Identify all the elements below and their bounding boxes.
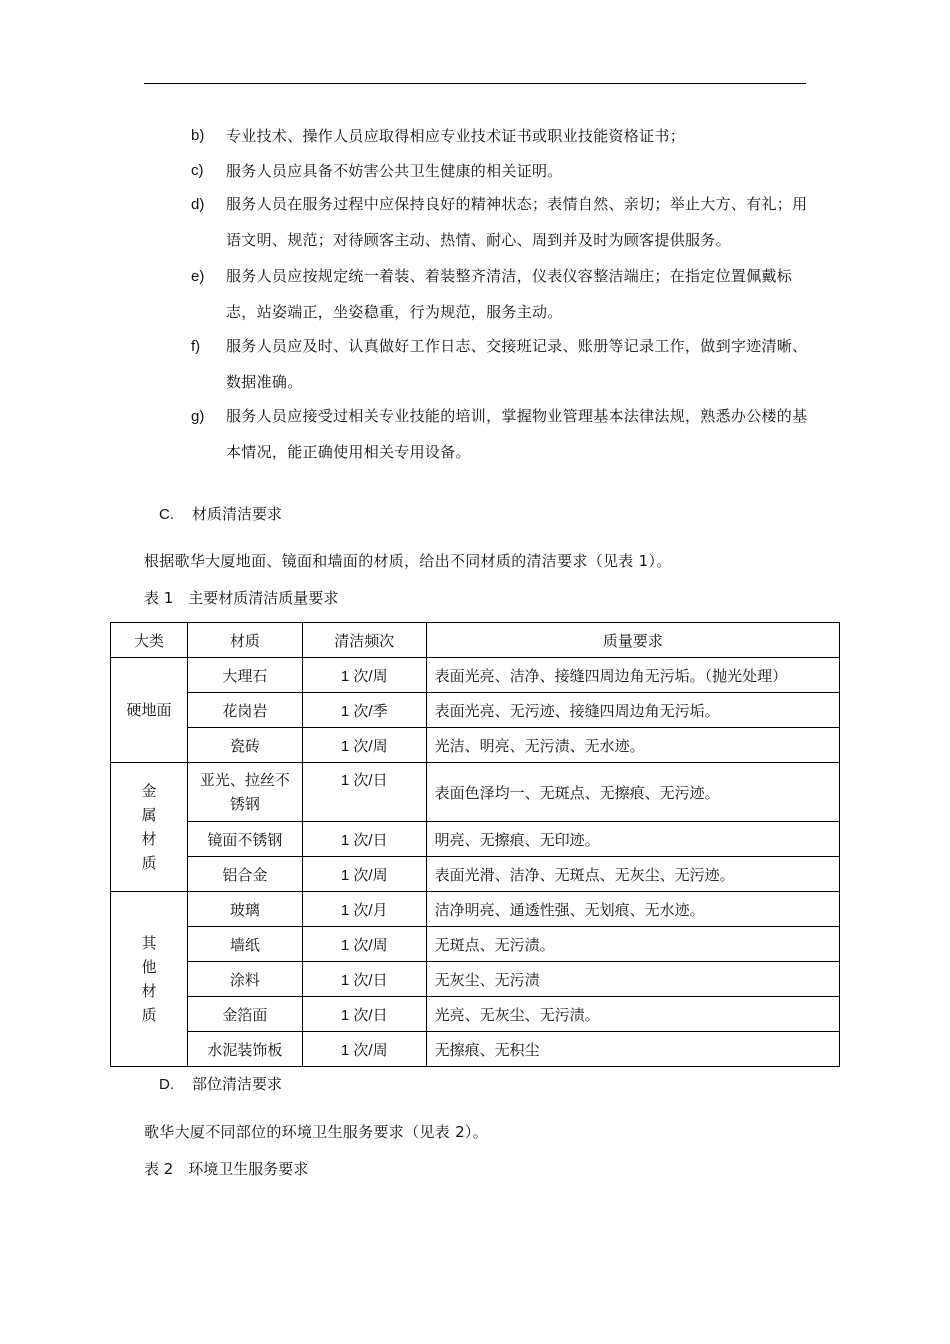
table-row <box>111 822 840 857</box>
category-cell: 其他材质 <box>111 892 188 1067</box>
table-row <box>111 892 840 927</box>
section-title: 材质清洁要求 <box>192 505 283 523</box>
frequency-cell: 1 次/季 <box>302 693 426 728</box>
requirement-cell: 表面光亮、洁净、接缝四周边角无污垢。（抛光处理） <box>426 658 839 693</box>
requirement-cell: 光洁、明亮、无污渍、无水迹。 <box>426 728 839 763</box>
frequency-cell: 1 次/日 <box>302 822 426 857</box>
material-cell: 金箔面 <box>187 997 302 1032</box>
header-rule <box>144 83 806 84</box>
header-material: 材质 <box>187 623 302 658</box>
frequency-cell: 1 次/周 <box>302 927 426 962</box>
table-row <box>111 658 840 693</box>
material-cell: 亚光、拉丝不锈钢 <box>187 763 302 822</box>
list-item-text: 服务人员应接受过相关专业技能的培训，掌握物业管理基本法律法规，熟悉办公楼的基本情况，能正确使用相关专用设备。 <box>226 407 808 461</box>
list-item-text: 服务人员应按规定统一着装、着装整齐清洁，仪表仪容整洁端庄；在指定位置佩戴标志，站姿端正，坐姿稳重，行为规范，服务主动。 <box>226 267 793 321</box>
list-marker: e) <box>191 268 205 285</box>
requirement-cell: 表面光滑、洁净、无斑点、无灰尘、无污迹。 <box>426 857 839 892</box>
category-cell: 硬地面 <box>111 658 188 763</box>
material-cell: 花岗岩 <box>187 693 302 728</box>
frequency-cell: 1 次/周 <box>302 1032 426 1067</box>
table1-caption: 表 1 主要材质清洁质量要求 <box>144 589 339 607</box>
section-title: 部位清洁要求 <box>192 1075 283 1093</box>
requirement-cell: 无擦痕、无积尘 <box>426 1032 839 1067</box>
header-frequency: 清洁频次 <box>302 623 426 658</box>
list-item-e <box>191 268 821 330</box>
category-cell: 金属材质 <box>111 763 188 892</box>
list-item-b <box>191 127 821 145</box>
material-cell: 玻璃 <box>187 892 302 927</box>
list-item-c <box>191 162 821 180</box>
table-row <box>111 693 840 728</box>
material-cell: 瓷砖 <box>187 728 302 763</box>
list-marker: d) <box>191 196 205 213</box>
requirement-cell: 无斑点、无污渍。 <box>426 927 839 962</box>
list-item-text: 服务人员应具备不妨害公共卫生健康的相关证明。 <box>226 162 563 180</box>
section-heading-c <box>159 503 282 524</box>
material-cell: 水泥装饰板 <box>187 1032 302 1067</box>
list-item-text: 服务人员应及时、认真做好工作日志、交接班记录、账册等记录工作，做到字迹清晰、数据准确。 <box>226 337 808 391</box>
requirement-cell: 光亮、无灰尘、无污渍。 <box>426 997 839 1032</box>
list-marker: c) <box>191 162 204 179</box>
section-marker: D. <box>159 1076 174 1093</box>
table-row <box>111 763 840 822</box>
frequency-cell: 1 次/周 <box>302 658 426 693</box>
section-d-paragraph: 歌华大厦不同部位的环境卫生服务要求（见表 2）。 <box>144 1123 489 1141</box>
requirement-cell: 明亮、无擦痕、无印迹。 <box>426 822 839 857</box>
table1 <box>110 622 840 1067</box>
list-item-d <box>191 196 821 258</box>
frequency-cell: 1 次/周 <box>302 857 426 892</box>
list-marker: b) <box>191 127 205 144</box>
frequency-cell: 1 次/日 <box>302 763 426 822</box>
table-row <box>111 1032 840 1067</box>
header-requirement: 质量要求 <box>426 623 839 658</box>
frequency-cell: 1 次/日 <box>302 997 426 1032</box>
list-item-text: 服务人员在服务过程中应保持良好的精神状态；表情自然、亲切；举止大方、有礼；用语文明、规范；对待顾客主动、热情、耐心、周到并及时为顾客提供服务。 <box>226 195 808 249</box>
requirement-cell: 表面光亮、无污迹、接缝四周边角无污垢。 <box>426 693 839 728</box>
section-marker: C. <box>159 506 174 523</box>
material-cell: 大理石 <box>187 658 302 693</box>
requirement-cell: 洁净明亮、通透性强、无划痕、无水迹。 <box>426 892 839 927</box>
frequency-cell: 1 次/日 <box>302 962 426 997</box>
header-category: 大类 <box>111 623 188 658</box>
table-row <box>111 962 840 997</box>
material-cell: 镜面不锈钢 <box>187 822 302 857</box>
requirement-cell: 无灰尘、无污渍 <box>426 962 839 997</box>
requirement-cell: 表面色泽均一、无斑点、无擦痕、无污迹。 <box>426 763 839 822</box>
table-row <box>111 857 840 892</box>
list-item-text: 专业技术、操作人员应取得相应专业技术证书或职业技能资格证书； <box>226 127 686 145</box>
list-marker: f) <box>191 338 201 355</box>
table-header-row <box>111 623 840 658</box>
list-item-g <box>191 408 821 470</box>
table-row <box>111 728 840 763</box>
material-cell: 铝合金 <box>187 857 302 892</box>
section-c-paragraph: 根据歌华大厦地面、镜面和墙面的材质，给出不同材质的清洁要求（见表 1）。 <box>144 552 672 570</box>
list-marker: g) <box>191 408 205 425</box>
material-cell: 涂料 <box>187 962 302 997</box>
material-cell: 墙纸 <box>187 927 302 962</box>
table-row <box>111 997 840 1032</box>
list-item-f <box>191 338 821 400</box>
frequency-cell: 1 次/周 <box>302 728 426 763</box>
table2-caption: 表 2 环境卫生服务要求 <box>144 1160 309 1178</box>
section-heading-d <box>159 1073 282 1094</box>
table-row <box>111 927 840 962</box>
frequency-cell: 1 次/月 <box>302 892 426 927</box>
